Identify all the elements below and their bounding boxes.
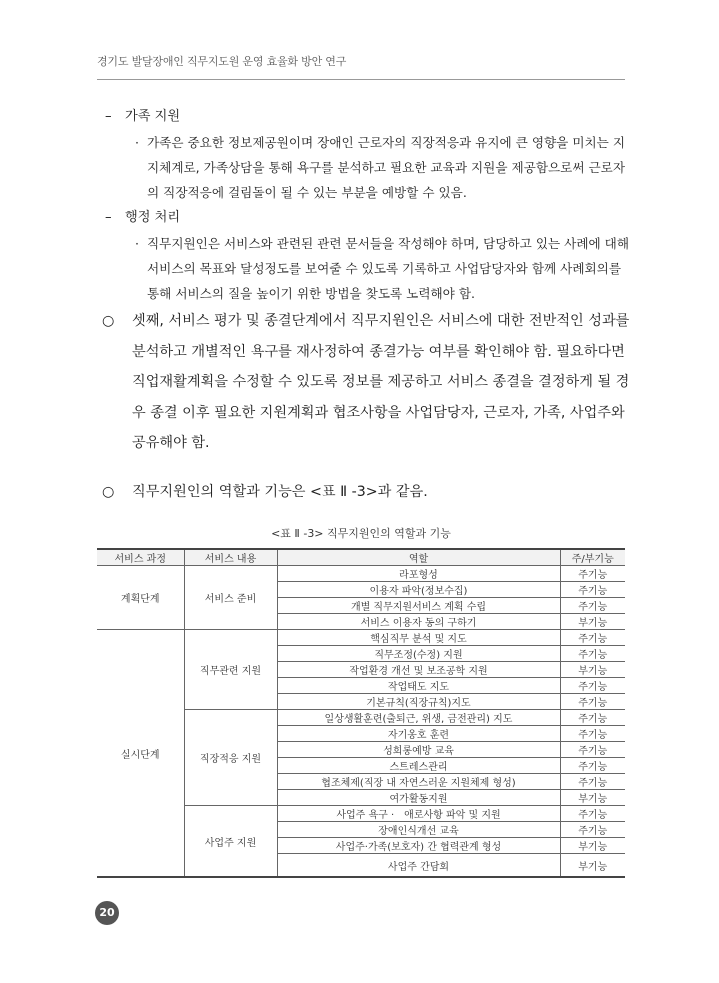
function-cell: 부기능 bbox=[560, 790, 625, 806]
role-cell: 사업주 간담회 bbox=[277, 854, 560, 878]
col-header-function: 주/부기능 bbox=[560, 549, 625, 566]
content-cell-employer-support: 사업주 지원 bbox=[184, 806, 277, 878]
dash-marker: – bbox=[105, 210, 112, 225]
stage-cell-planning: 계획단계 bbox=[97, 566, 184, 630]
function-cell: 주기능 bbox=[560, 822, 625, 838]
function-cell: 주기능 bbox=[560, 630, 625, 646]
family-support-heading bbox=[105, 104, 630, 130]
role-cell: 일상생활훈련(출퇴근, 위생, 금전관리) 지도 bbox=[277, 710, 560, 726]
role-cell: 협조체제(직장 내 자연스러운 지원체제 형성) bbox=[277, 774, 560, 790]
function-cell: 부기능 bbox=[560, 614, 625, 630]
role-cell: 이용자 파악(정보수집) bbox=[277, 582, 560, 598]
stage-cell-implementation: 실시단계 bbox=[97, 630, 184, 878]
third-stage-paragraph bbox=[102, 306, 630, 459]
function-cell: 주기능 bbox=[560, 646, 625, 662]
table-row bbox=[97, 566, 625, 582]
role-cell: 직무조정(수정) 지원 bbox=[277, 646, 560, 662]
admin-processing-text: 직무지원인은 서비스와 관련된 관련 문서들을 작성해야 하며, 담당하고 있는 사례에 대해 서비스의 목표와 달성정도를 보여줄 수 있도록 기록하고 사업담당자와 함께 사례회의를 통해 서비스의 질을 높이기 위한 방법을 찾도록 노력해야 함. bbox=[147, 236, 629, 301]
function-cell: 주기능 bbox=[560, 774, 625, 790]
role-cell: 서비스 이용자 동의 구하기 bbox=[277, 614, 560, 630]
family-support-label: 가족 지원 bbox=[125, 109, 181, 124]
roles-intro-paragraph bbox=[102, 477, 630, 508]
header-divider bbox=[97, 79, 625, 80]
function-cell: 주기능 bbox=[560, 710, 625, 726]
body-text bbox=[102, 104, 630, 507]
function-cell: 주기능 bbox=[560, 678, 625, 694]
function-cell: 부기능 bbox=[560, 662, 625, 678]
running-header: 경기도 발달장애인 직무지도원 운영 효율화 방안 연구 bbox=[97, 55, 347, 68]
content-cell-service-prep: 서비스 준비 bbox=[184, 566, 277, 630]
function-cell: 주기능 bbox=[560, 806, 625, 822]
family-support-bullet bbox=[105, 130, 630, 205]
family-support-text: 가족은 중요한 정보제공원이며 장애인 근로자의 직장적응과 유지에 큰 영향을 미치는 지지체계로, 가족상담을 통해 욕구를 분석하고 필요한 교육과 지원을 제공함으로써 근로자의 직장적응에 걸림돌이 될 수 있는 부분을 예방할 수 있음. bbox=[147, 135, 625, 200]
function-cell: 주기능 bbox=[560, 598, 625, 614]
function-cell: 주기능 bbox=[560, 566, 625, 582]
roles-intro-text: 직무지원인의 역할과 기능은 <표 Ⅱ -3>과 같음. bbox=[132, 483, 428, 500]
col-header-stage: 서비스 과정 bbox=[97, 549, 184, 566]
role-cell: 사업주 욕구 · 애로사항 파악 및 지원 bbox=[277, 806, 560, 822]
role-cell: 작업태도 지도 bbox=[277, 678, 560, 694]
role-cell: 스트레스관리 bbox=[277, 758, 560, 774]
function-cell: 주기능 bbox=[560, 694, 625, 710]
role-cell: 라포형성 bbox=[277, 566, 560, 582]
bullet-marker: · bbox=[135, 135, 140, 150]
function-cell: 부기능 bbox=[560, 854, 625, 878]
admin-processing-bullet bbox=[105, 231, 630, 306]
role-cell: 장애인식개선 교육 bbox=[277, 822, 560, 838]
function-cell: 주기능 bbox=[560, 758, 625, 774]
function-cell: 주기능 bbox=[560, 726, 625, 742]
bullet-marker: · bbox=[135, 236, 140, 251]
function-cell: 주기능 bbox=[560, 742, 625, 758]
role-cell: 개별 직무지원서비스 계획 수립 bbox=[277, 598, 560, 614]
role-cell: 작업환경 개선 및 보조공학 지원 bbox=[277, 662, 560, 678]
table-header-row bbox=[97, 549, 625, 566]
role-cell: 사업주·가족(보호자) 간 협력관계 형성 bbox=[277, 838, 560, 854]
circle-marker: ○ bbox=[102, 313, 115, 329]
role-cell: 성희롱예방 교육 bbox=[277, 742, 560, 758]
paragraph-spacer bbox=[105, 459, 630, 477]
content-cell-job-support: 직무관련 지원 bbox=[184, 630, 277, 710]
function-cell: 부기능 bbox=[560, 838, 625, 854]
page-number-badge: 20 bbox=[95, 901, 119, 925]
role-cell: 기본규칙(직장규칙)지도 bbox=[277, 694, 560, 710]
col-header-role: 역할 bbox=[277, 549, 560, 566]
roles-table bbox=[97, 548, 625, 878]
role-cell: 핵심직무 분석 및 지도 bbox=[277, 630, 560, 646]
third-stage-text: 셋째, 서비스 평가 및 종결단계에서 직무지원인은 서비스에 대한 전반적인 성과를 분석하고 개별적인 욕구를 재사정하여 종결가능 여부를 확인해야 함. 필요하다면 직업재활계획을 수정할 수 있도록 정보를 제공하고 서비스 종결을 결정하게 될 경우 종결 이후 필요한 지원계획과 협조사항을 사업담당자, 근로자, 가족, 사업주와 공유해야 함. bbox=[132, 313, 630, 451]
dash-marker: – bbox=[105, 109, 112, 124]
function-cell: 주기능 bbox=[560, 582, 625, 598]
content-cell-adaptation-support: 직장적응 지원 bbox=[184, 710, 277, 806]
admin-processing-label: 행정 처리 bbox=[125, 210, 181, 225]
role-cell: 자기옹호 훈련 bbox=[277, 726, 560, 742]
table-row bbox=[97, 630, 625, 646]
role-cell: 여가활동지원 bbox=[277, 790, 560, 806]
table-caption: <표 Ⅱ -3> 직무지원인의 역할과 기능 bbox=[271, 527, 451, 540]
admin-processing-heading bbox=[105, 205, 630, 231]
circle-marker: ○ bbox=[102, 483, 115, 500]
col-header-content: 서비스 내용 bbox=[184, 549, 277, 566]
